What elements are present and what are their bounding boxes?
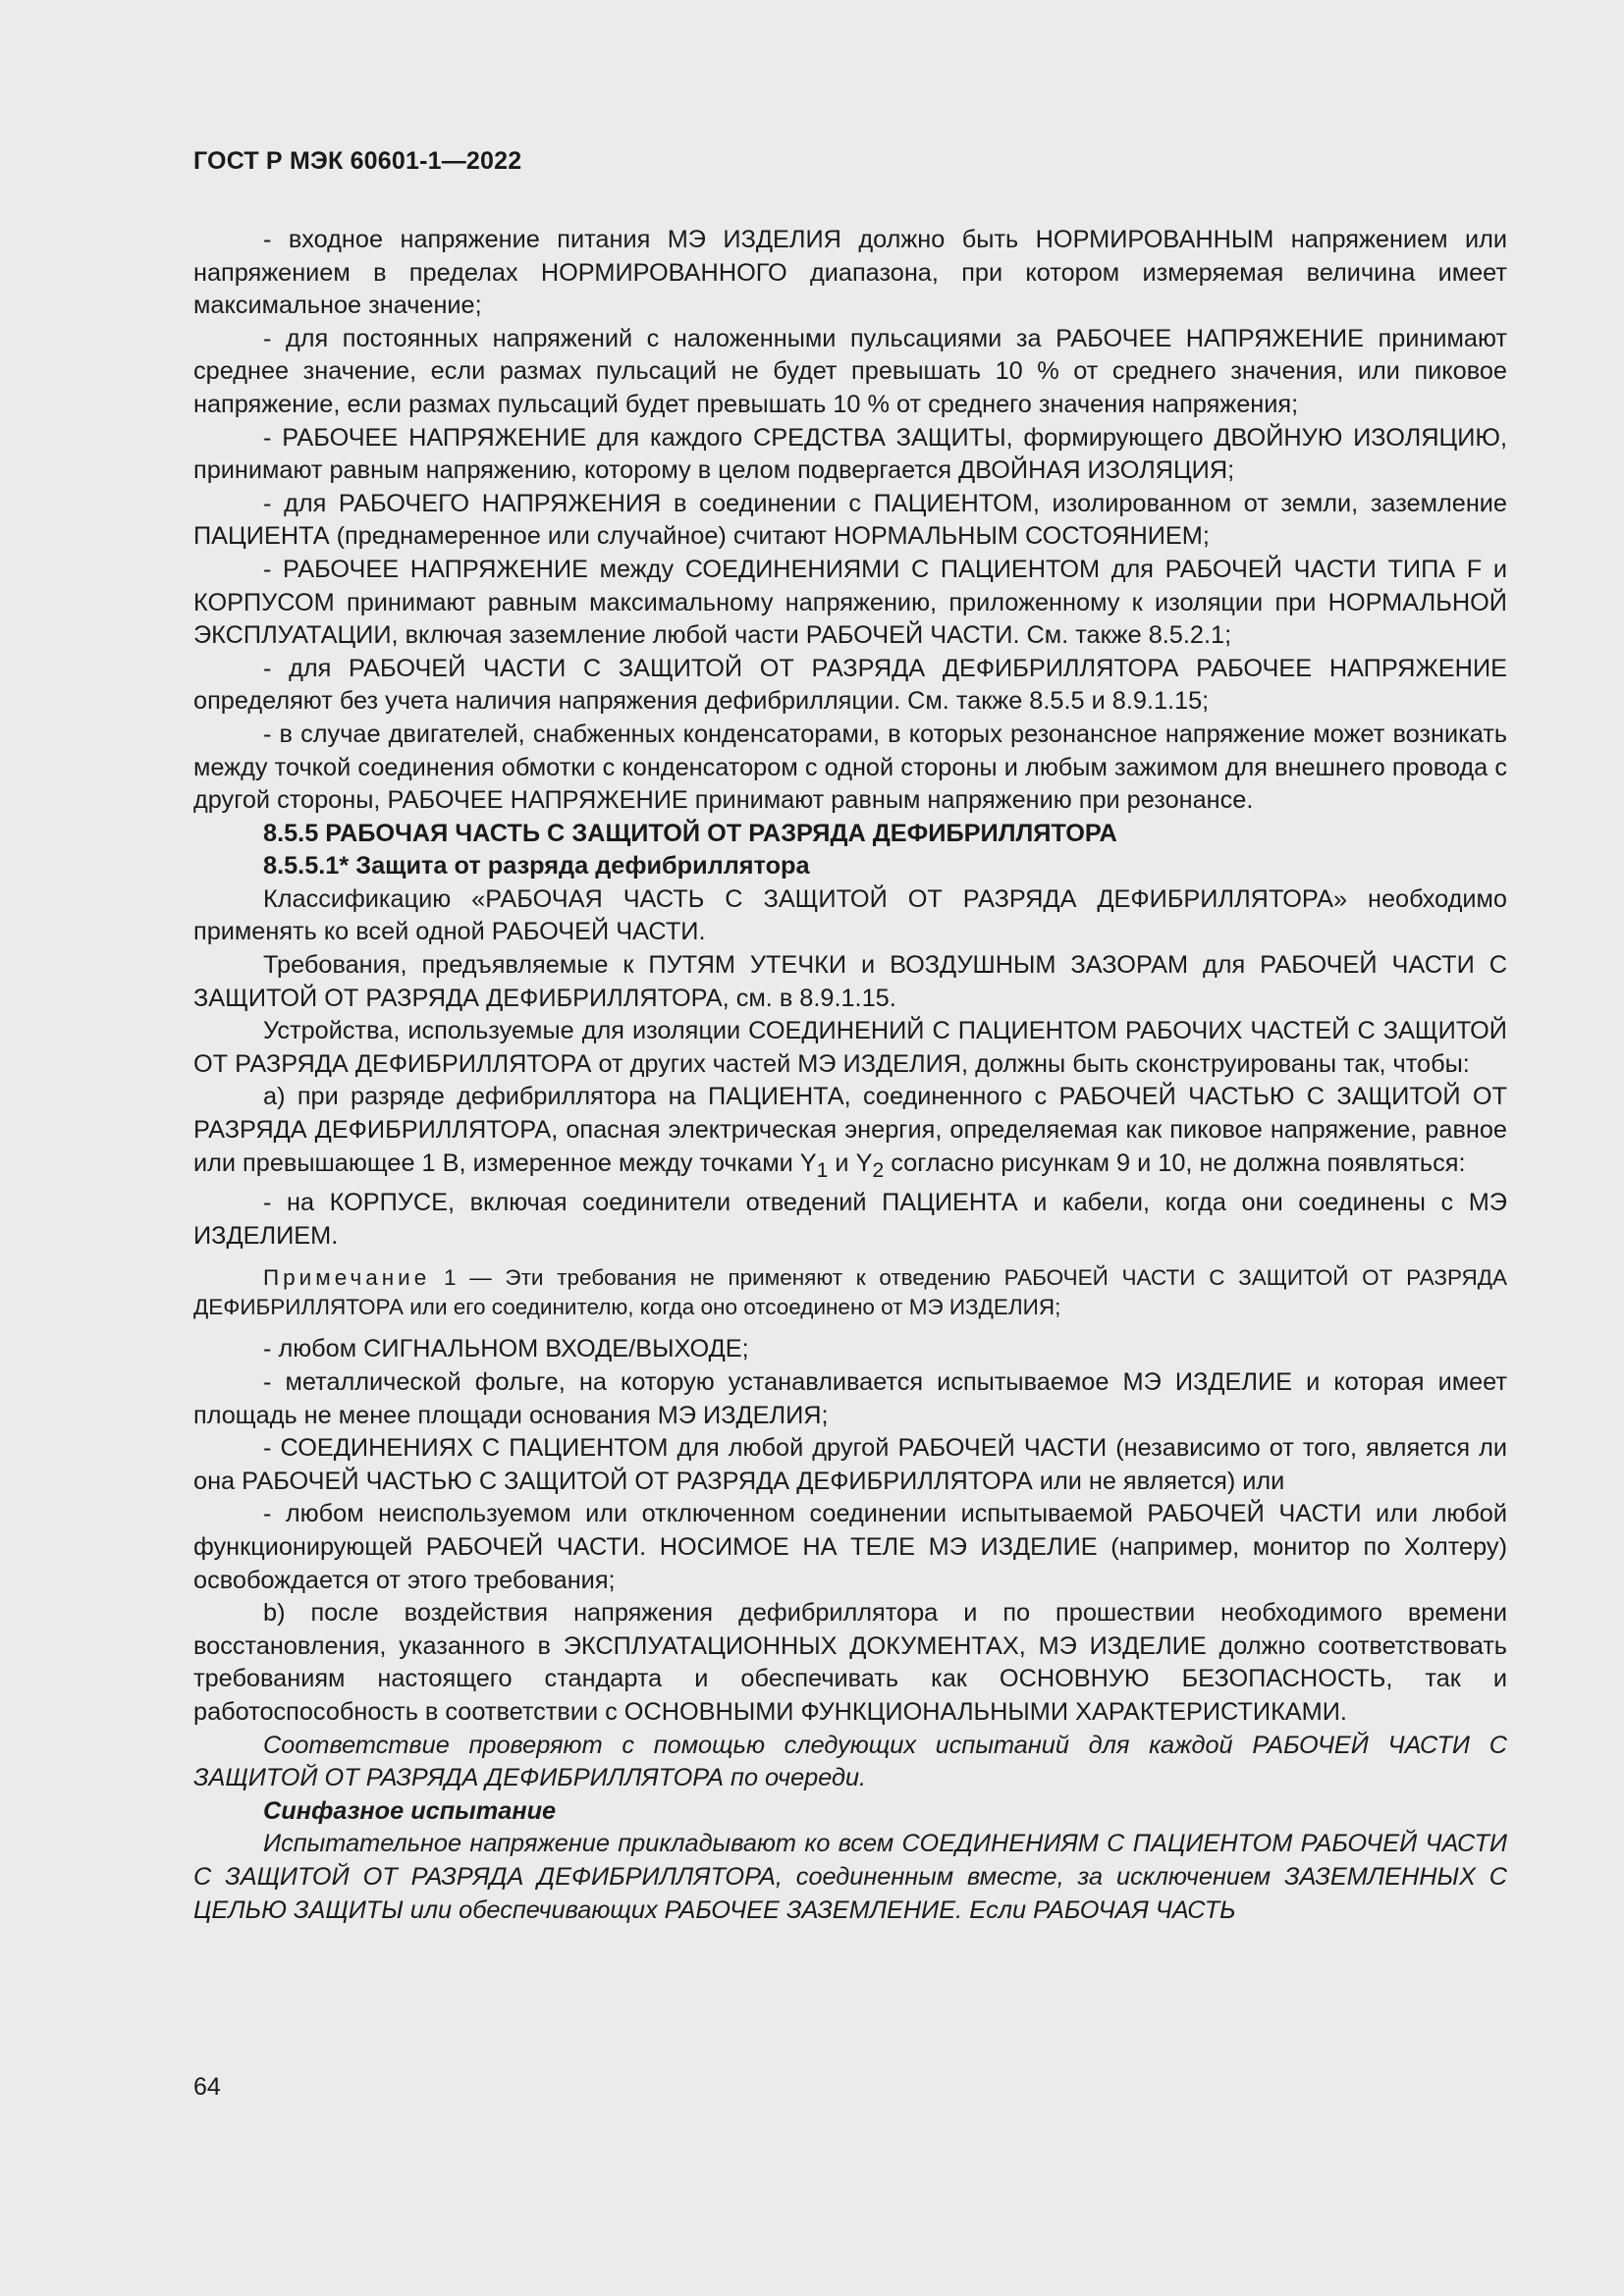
paragraph: - для постоянных напряжений с наложенными пульсациями за РАБОЧЕЕ НАПРЯЖЕНИЕ принимают среднее значение, если размах пульсаций не будет превышать 10 % от среднего значения, или пиковое напряжение, если размах пульсаций будет превышать 10 % от среднего значения напряжения;	[193, 324, 1507, 418]
document-body	[193, 224, 1507, 1927]
paragraph: Требования, предъявляемые к ПУТЯМ УТЕЧКИ и ВОЗДУШНЫМ ЗАЗОРАМ для РАБОЧЕЙ ЧАСТИ С ЗАЩИТОЙ ОТ РАЗРЯДА ДЕФИБРИЛЛЯТОРА, см. в 8.9.1.15.	[193, 951, 1507, 1012]
test-description: Испытательное напряжение прикладывают ко всем СОЕДИНЕНИЯМ С ПАЦИЕНТОМ РАБОЧЕЙ ЧАСТИ С ЗАЩИТОЙ ОТ РАЗРЯДА ДЕФИБРИЛЛЯТОРА, соединенным вместе, за исключением ЗАЗЕМЛЕННЫХ С ЦЕЛЬЮ ЗАЩИТЫ или обеспечивающих РАБОЧЕЕ ЗАЗЕМЛЕНИЕ. Если РАБОЧАЯ ЧАСТЬ	[193, 1830, 1507, 1924]
compliance-statement: Соответствие проверяют с помощью следующих испытаний для каждой РАБОЧЕЙ ЧАСТИ С ЗАЩИТОЙ ОТ РАЗРЯДА ДЕФИБРИЛЛЯТОРА по очереди.	[193, 1731, 1507, 1792]
document-header: ГОСТ Р МЭК 60601-1—2022	[193, 147, 522, 175]
paragraph: - в случае двигателей, снабженных конденсаторами, в которых резонансное напряжение может возникать между точкой соединения обмотки с конденсатором с одной стороны и любым зажимом для внешнего провода с другой стороны, РАБОЧЕЕ НАПРЯЖЕНИЕ принимают равным напряжению при резонансе.	[193, 720, 1507, 815]
paragraph: - входное напряжение питания МЭ ИЗДЕЛИЯ должно быть НОРМИРОВАННЫМ напряжением или напряжением в пределах НОРМИРОВАННОГО диапазона, при котором измеряемая величина имеет максимальное значение;	[193, 226, 1507, 320]
note	[193, 1263, 1507, 1322]
page-number: 64	[193, 2073, 221, 2101]
list-item: - металлической фольге, на которую устанавливается испытываемое МЭ ИЗДЕЛИЕ и которая имеет площадь не менее площади основания МЭ ИЗДЕЛИЯ;	[193, 1368, 1507, 1429]
paragraph: - РАБОЧЕЕ НАПРЯЖЕНИЕ между СОЕДИНЕНИЯМИ С ПАЦИЕНТОМ для РАБОЧЕЙ ЧАСТИ ТИПА F и КОРПУСОМ принимают равным максимальному напряжению, приложенному к изоляции при НОРМАЛЬНОЙ ЭКСПЛУАТАЦИИ, включая заземление любой части РАБОЧЕЙ ЧАСТИ. См. также 8.5.2.1;	[193, 555, 1507, 650]
subscript: 1	[816, 1158, 829, 1182]
list-item-a: a) при разряде дефибриллятора на ПАЦИЕНТА, соединенного с РАБОЧЕЙ ЧАСТЬЮ С ЗАЩИТОЙ ОТ РАЗРЯДА ДЕФИБРИЛЛЯТОРА, опасная электрическая энергия, определяемая как пиковое напряжение, равное или превышающее 1 В, измеренное между точками $Y_1$ и $Y_2$ согласно рисункам 9 и 10, не должна появляться:	[193, 1083, 1507, 1182]
list-item: - на КОРПУСЕ, включая соединители отведений ПАЦИЕНТА и кабели, когда они соединены с МЭ ИЗДЕЛИЕМ.	[193, 1189, 1507, 1250]
list-item-b: b) после воздействия напряжения дефибриллятора и по прошествии необходимого времени восстановления, указанного в ЭКСПЛУАТАЦИОННЫХ ДОКУМЕНТАХ, МЭ ИЗДЕЛИЕ должно соответствовать требованиям настоящего стандарта и обеспечивать как ОСНОВНУЮ БЕЗОПАСНОСТЬ, так и работоспособность в соответствии с ОСНОВНЫМИ ФУНКЦИОНАЛЬНЫМИ ХАРАКТЕРИСТИКАМИ.	[193, 1599, 1507, 1726]
paragraph: - для РАБОЧЕЙ ЧАСТИ С ЗАЩИТОЙ ОТ РАЗРЯДА ДЕФИБРИЛЛЯТОРА РАБОЧЕЕ НАПРЯЖЕНИЕ определяют без учета наличия напряжения дефибрилляции. См. также 8.5.5 и 8.9.1.15;	[193, 654, 1507, 716]
paragraph: Классификацию «РАБОЧАЯ ЧАСТЬ С ЗАЩИТОЙ ОТ РАЗРЯДА ДЕФИБРИЛЛЯТОРА» необходимо применять ко всей одной РАБОЧЕЙ ЧАСТИ.	[193, 884, 1507, 946]
note-text: 1 — Эти требования не применяют к отведению РАБОЧЕЙ ЧАСТИ С ЗАЩИТОЙ ОТ РАЗРЯДА ДЕФИБРИЛЛЯТОРА или его соединителю, когда оно отсоединено от МЭ ИЗДЕЛИЯ;	[193, 1265, 1507, 1320]
subsection-title: 8.5.5.1* Защита от разряда дефибриллятора	[263, 852, 810, 881]
list-item: - любом неиспользуемом или отключенном соединении испытываемой РАБОЧЕЙ ЧАСТИ или любой функционирующей РАБОЧЕЙ ЧАСТИ. НОСИМОЕ НА ТЕЛЕ МЭ ИЗДЕЛИЕ (например, монитор по Холтеру) освобождается от этого требования;	[193, 1500, 1507, 1594]
note-label: Примечание	[263, 1265, 431, 1291]
section-title: 8.5.5 РАБОЧАЯ ЧАСТЬ С ЗАЩИТОЙ ОТ РАЗРЯДА ДЕФИБРИЛЛЯТОРА	[263, 819, 1117, 847]
paragraph: - для РАБОЧЕГО НАПРЯЖЕНИЯ в соединении с ПАЦИЕНТОМ, изолированном от земли, заземление ПАЦИЕНТА (преднамеренное или случайное) считают НОРМАЛЬНЫМ СОСТОЯНИЕМ;	[193, 489, 1507, 551]
paragraph: - РАБОЧЕЕ НАПРЯЖЕНИЕ для каждого СРЕДСТВА ЗАЩИТЫ, формирующего ДВОЙНУЮ ИЗОЛЯЦИЮ, принимают равным напряжению, которому в целом подвергается ДВОЙНАЯ ИЗОЛЯЦИЯ;	[193, 423, 1507, 485]
list-item: - любом СИГНАЛЬНОМ ВХОДЕ/ВЫХОДЕ;	[263, 1335, 749, 1363]
test-heading: Синфазное испытание	[263, 1796, 557, 1825]
list-item: - СОЕДИНЕНИЯХ С ПАЦИЕНТОМ для любой другой РАБОЧЕЙ ЧАСТИ (независимо от того, является ли она РАБОЧЕЙ ЧАСТЬЮ С ЗАЩИТОЙ ОТ РАЗРЯДА ДЕФИБРИЛЛЯТОРА или не является) или	[193, 1434, 1507, 1495]
paragraph: Устройства, используемые для изоляции СОЕДИНЕНИЙ С ПАЦИЕНТОМ РАБОЧИХ ЧАСТЕЙ С ЗАЩИТОЙ ОТ РАЗРЯДА ДЕФИБРИЛЛЯТОРА от других частей МЭ ИЗДЕЛИЯ, должны быть сконструированы так, чтобы:	[193, 1017, 1507, 1078]
subscript: 2	[872, 1158, 885, 1182]
